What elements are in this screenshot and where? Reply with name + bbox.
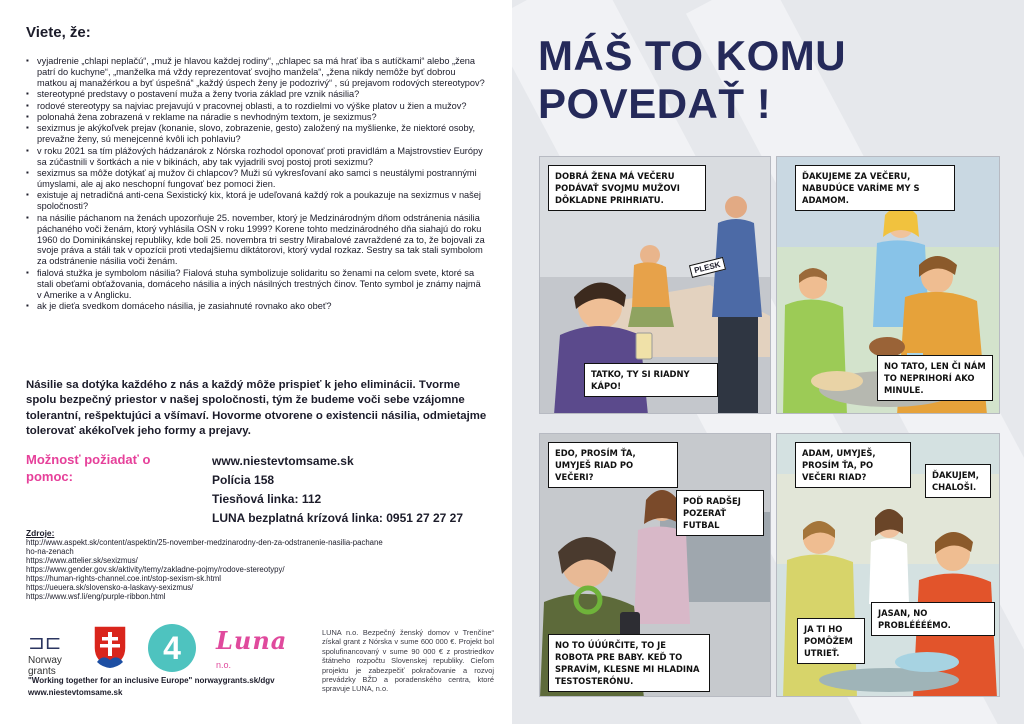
fact-item: ▪ vyjadrenie „chlapi neplačú“, „muž je hlavou každej rodiny“, „chlapec sa má hrať iba s autíčkami“ alebo „žena patrí do kuchyne“, „manželka má vždy reprezentovať svojho manžela“, „žena nikdy nemôže byť dobrou matkou aj manažérkou a byť úspešná“ „každý úspech ženy je podozrivý“ , sú prejavom rodových stereotypov?	[26, 56, 486, 89]
slovak-coat-of-arms-icon	[92, 624, 128, 670]
speech-bubble: NO TATO, LEN ČI NÁM TO NEPRIHORÍ AKO MINULE.	[877, 355, 993, 401]
fact-item: ▪ existuje aj netradičná anti-cena Sexistický kix, ktorá je udeľovaná každý rok a poukazuje na sexizmus v našej spoločnosti?	[26, 190, 486, 212]
fact-item: ▪ sexizmus je akýkoľvek prejav (konanie, slovo, zobrazenie, gesto) založený na myšlienke, že niektoré osoby, prevažne ženy, sú menejcenné kvôli ich pohlaviu?	[26, 123, 486, 145]
poster-title-line: MÁŠ TO KOMU	[538, 32, 847, 79]
speech-bubble: POĎ RADŠEJ POZERAŤ FUTBAL	[676, 490, 764, 536]
speech-bubble: EDO, PROSÍM ŤA, UMYJEŠ RIAD PO VEČERI?	[548, 442, 678, 488]
help-title: Možnosť požiadať o pomoc:	[26, 452, 151, 484]
fact-item: ▪ polonahá žena zobrazená v reklame na náradie s nevhodným textom, je sexizmus?	[26, 112, 486, 123]
speech-bubble: JASAN, NO PROBLÉÉÉÉMO.	[871, 602, 995, 636]
contact-website[interactable]: www.niestevtomsame.sk	[212, 454, 354, 468]
call-to-action-statement: Násilie sa dotýka každého z nás a každý môže prispieť k jeho eliminácii. Tvorme spolu bezpečný priestor v našej spoločnosti, tým že budeme voči sebe vzájomne tolerantní, rešpektujúci a všímaví. Hovorme otvorene o existencii násilia, odmietajme tolerovať akékoľvek jeho formy a prejavy.	[26, 379, 487, 438]
sources-title: Zdroje:	[26, 528, 55, 538]
contact-crisis-line: LUNA bezplatná krízová linka: 0951 27 27 27	[212, 511, 463, 525]
source-link[interactable]: ho-na-zenach	[26, 547, 74, 556]
comic-panel-3	[539, 433, 771, 697]
norway-grants-word: Norway	[28, 655, 62, 666]
facts-list	[26, 56, 486, 312]
fact-item: ▪ v roku 2021 sa tím plážových hádzanárok z Nórska rozhodol oponovať proti pravidlám a Majstrovstiev Európy sa zúčastnili v šortkách a nie v bikinách, aby tak vyjadrili svoj postoj proti sexizmu?	[26, 146, 486, 168]
facts-heading: Viete, že:	[26, 24, 91, 41]
speech-bubble: JA TI HO POMÔŽEM UTRIEŤ.	[797, 618, 865, 664]
sources-title-text: Zdroje	[26, 528, 52, 538]
comic-side	[512, 0, 1024, 724]
speech-bubble: DOBRÁ ŽENA MÁ VEČERU PODÁVAŤ SVOJMU MUŽOVI DÔKLADNE PRIHRIATU.	[548, 165, 706, 211]
luna-logo-word: Luna	[216, 626, 288, 655]
speech-bubble: NO TO ÚÚÚRČITE, TO JE ROBOTA PRE BABY. KEĎ TO SPRAVÍM, KLESNE MI HLADINA TESTOSTERÓNU.	[548, 634, 710, 692]
source-link[interactable]: http://www.aspekt.sk/content/aspektin/25-november-medzinarodny-den-za-odstranenie-nasilia-pachane	[26, 538, 383, 547]
source-link[interactable]: https://www.gender.gov.sk/aktivity/temy/zakladne-pojmy/rodove-stereotypy/	[26, 565, 285, 574]
speech-bubble: TATKO, TY SI RIADNY KÁPO!	[584, 363, 718, 397]
source-link[interactable]: https://human-rights-channel.coe.int/stop-sexism-sk.html	[26, 574, 221, 583]
norway-grants-logo	[28, 630, 88, 680]
sources-list	[26, 538, 488, 601]
luna-logo	[216, 626, 304, 670]
source-link[interactable]: https://www.wsf.li/eng/purple-ribbon.html	[26, 592, 166, 601]
source-link[interactable]: https://ueuera.sk/slovensko-a-laskavy-sexizmus/	[26, 583, 194, 592]
footer-website-link[interactable]: www.niestevtomsame.sk	[28, 688, 123, 697]
norway-grants-icon: ⊐⊏	[28, 632, 62, 654]
contact-emergency: Tiesňová linka: 112	[212, 492, 322, 506]
source-link[interactable]: https://www.attelier.sk/sexizmus/	[26, 556, 138, 565]
four-logo-icon: 4	[148, 624, 196, 672]
norway-grants-word: grants	[28, 666, 56, 677]
sponsor-footer	[0, 612, 512, 724]
comic-panel-2	[776, 156, 1000, 414]
help-contacts	[212, 452, 463, 528]
speech-bubble: ĎAKUJEME ZA VEČERU, NABUDÚCE VARÍME MY S ADAMOM.	[795, 165, 955, 211]
speech-bubble: ĎAKUJEM, CHALOŠI.	[925, 464, 991, 498]
fact-item: ▪ stereotypné predstavy o postavení muža a ženy tvoria základ pre vznik násilia?	[26, 89, 486, 100]
poster-title	[538, 32, 846, 128]
fact-item: ▪ na násilie páchanom na ženách upozorňuje 25. november, ktorý je Medzinárodným dňom odstránenia násilia páchaného voči ženám, ktorý vyhlásila OSN v roku 1999? Korene tohto medzinárodného dňa siahajú do roku 1960 do Dominikánskej republiky, kde boli 25. novembra tri sestry Mirabalové zavraždené za to, že bojovali za svoje práva a stáli tak v opozícii proti vtedajšiemu diktátorovi, ktorý vydal rozkaz. Sestry sa tak stali symbolom za odstránenie násilia voči ženám.	[26, 213, 486, 268]
comic-panel-4	[776, 433, 1000, 697]
fact-item: ▪ sexizmus sa môže dotýkať aj mužov či chlapcov? Muži sú vykresľovaní ako samci s neustálymi postrannými úmyslami, ale aj ako neschopní fungovať bez pomoci žien.	[26, 168, 486, 190]
slogan: "Working together for an inclusive Europe" norwaygrants.sk/dgv	[28, 676, 275, 685]
sound-effect: PLESK	[689, 257, 726, 278]
luna-logo-no: n.o.	[216, 660, 232, 670]
contact-police: Polícia 158	[212, 473, 275, 487]
speech-bubble: ADAM, UMYJEŠ, PROSÍM ŤA, PO VEČERI RIAD?	[795, 442, 911, 488]
fact-item: ▪ ak je dieťa svedkom domáceho násilia, je zasiahnuté rovnako ako obeť?	[26, 301, 486, 312]
poster-title-line: POVEDAŤ !	[538, 80, 772, 127]
comic-panel-1	[539, 156, 771, 414]
project-funding-text: LUNA n.o. Bezpečný ženský domov v Trenčíne“ získal grant z Nórska v sume 600 000 €. Projekt bol spolufinancovaný v sume 90 000 € z prostriedkov štátneho rozpočtu Slovenskej republiky. Cieľom projektu je zabezpečiť pokračovanie a rozvoj prevádzky BŽD a poradenského centra, ktoré spravuje LUNA, n.o.	[322, 628, 494, 694]
fact-item: ▪ rodové stereotypy sa najviac prejavujú v pracovnej oblasti, a to rozdielmi vo výške platov u žien a mužov?	[26, 101, 486, 112]
fact-item: ▪ fialová stužka je symbolom násilia? Fialová stuha symbolizuje solidaritu so ženami na celom svete, ktoré sa stali obeťami obťažovania, domáceho násilia a iných násilných trestných činov. Tento symbol je známy najmä v Amerike a v Anglicku.	[26, 268, 486, 301]
